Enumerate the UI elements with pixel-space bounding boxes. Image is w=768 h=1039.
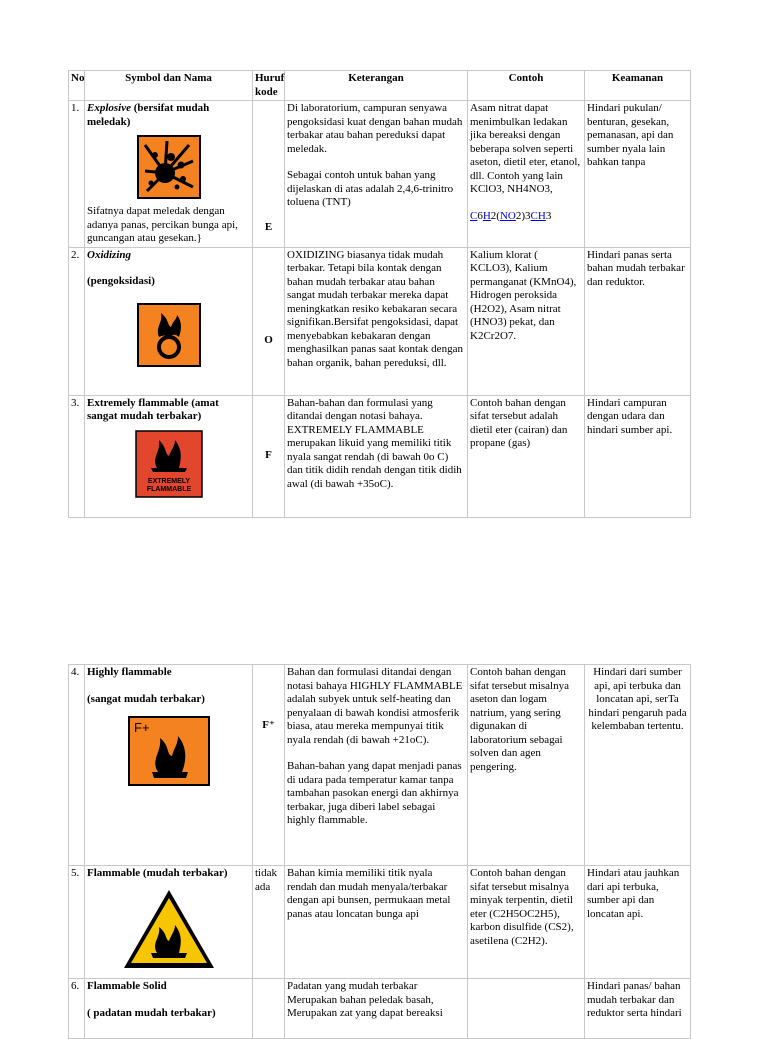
symbol-name-cell xyxy=(85,979,253,1039)
row-number: 2. xyxy=(69,247,85,395)
keamanan-cell: Hindari panas/ bahan mudah terbakar dan reduktor serta hindari xyxy=(585,979,691,1039)
table-header-row xyxy=(69,71,691,101)
keterangan-cell: OXIDIZING biasanya tidak mudah terbakar. Tetapi bila kontak dengan bahan mudah terbakar atau bahan sangat mudah terbakar mereka dapat meningkatkan resiko kebakaran secara signifikan.Bersifat pengoksidasi, dapat menyebabkan kebakaran dengan menghasilkan panas saat kontak dengan bahan organik, bahan pereduksi, dll. xyxy=(285,247,468,395)
symbol-name-cell xyxy=(85,665,253,866)
table-row xyxy=(69,979,691,1039)
hazard-name-sub: ( padatan mudah terbakar) xyxy=(87,1006,216,1019)
flammable-warning-icon xyxy=(121,887,217,971)
table-row xyxy=(69,395,691,517)
hazard-table-part-1 xyxy=(68,70,691,518)
symbol-name-cell xyxy=(85,395,253,517)
contoh-cell: Contoh bahan dengan sifat tersebut adalah dietil eter (cairan) dan propane (gas) xyxy=(468,395,585,517)
contoh-cell xyxy=(468,979,585,1039)
contoh-text: Asam nitrat dapat menimbulkan ledakan jika bereaksi dengan beberapa solven seperti aseton, dietil eter, etanol, dll. Contoh yang lain KClO3, NH4NO3, xyxy=(470,102,581,195)
hazard-code: tidak ada xyxy=(253,866,285,979)
symbol-name-cell xyxy=(85,247,253,395)
table-row xyxy=(69,247,691,395)
hazard-name-sub: (pengoksidasi) xyxy=(87,275,155,287)
keamanan-cell: Hindari panas serta bahan mudah terbakar dan reduktor. xyxy=(585,247,691,395)
keterangan-cell: Padatan yang mudah terbakar Merupakan bahan peledak basah, Merupakan zat yang dapat bereaksi xyxy=(285,979,468,1039)
row-number: 1. xyxy=(69,101,85,248)
symbol-label: FLAMMABLE xyxy=(146,485,191,493)
keterangan-cell xyxy=(285,665,468,866)
hazard-code xyxy=(253,979,285,1039)
symbol-label: EXTREMELY xyxy=(147,477,190,485)
explosive-icon xyxy=(137,135,201,199)
oxidizing-icon xyxy=(137,303,201,367)
hazard-code: F xyxy=(253,395,285,517)
hazard-name: Explosive xyxy=(87,102,131,114)
symbol-label: F+ xyxy=(133,720,150,735)
hazard-note: Sifatnya dapat meledak dengan adanya panas, percikan bunga api, guncangan atau gesekan.} xyxy=(87,205,238,244)
formula-link-h[interactable]: H xyxy=(482,209,491,222)
extremely-flammable-icon xyxy=(135,430,203,498)
hazard-code: O xyxy=(253,247,285,395)
header-no: No xyxy=(69,71,85,101)
hazard-name-sub: (bersifat mudah meledak) xyxy=(87,102,210,128)
keterangan-text: Di laboratorium, campuran senyawa pengoksidasi kuat dengan bahan mudah terbakar atau bahan pereduksi dapat meledak. xyxy=(287,102,463,155)
header-symbol-name: Symbol dan Nama xyxy=(85,71,253,101)
keterangan-cell xyxy=(285,101,468,248)
keterangan-cell: Bahan-bahan dan formulasi yang ditandai dengan notasi bahaya. EXTREMELY FLAMMABLE merupakan likuid yang memiliki titik nyala sangat rendah (di bawah 0o C) dan titik didih rendah dengan titik didih awal (di bawah +35oC). xyxy=(285,395,468,517)
chemical-formula xyxy=(470,210,582,224)
hazard-table-part-2 xyxy=(68,664,691,1039)
formula-part: 2)3 xyxy=(515,209,531,222)
header-huruf-kode: Huruf kode xyxy=(253,71,285,101)
hazard-code: E xyxy=(253,101,285,248)
header-keamanan: Keamanan xyxy=(585,71,691,101)
keamanan-cell: Hindari pukulan/ benturan, gesekan, pemanasan, api dan sumber nyala lain bahkan tanpa xyxy=(585,101,691,248)
hazard-name: Flammable Solid xyxy=(87,980,167,992)
hazard-name: Highly flammable xyxy=(87,666,172,678)
formula-link-c[interactable]: C xyxy=(470,209,478,222)
contoh-cell: Kalium klorat ( KCLO3), Kalium permanganat (KMnO4), Hidrogen peroksida (H2O2), Asam nitrat (HNO3) pekat, dan K2Cr2O7. xyxy=(468,247,585,395)
header-keterangan: Keterangan xyxy=(285,71,468,101)
contoh-cell xyxy=(468,101,585,248)
formula-part: 6 xyxy=(477,209,483,222)
table-row xyxy=(69,101,691,248)
header-contoh: Contoh xyxy=(468,71,585,101)
hazard-name: Extremely flammable (amat sangat mudah terbakar) xyxy=(87,396,219,422)
highly-flammable-icon xyxy=(128,716,210,786)
keterangan-text: Sebagai contoh untuk bahan yang dijelaskan di atas adalah 2,4,6-trinitro toluena (TNT) xyxy=(287,169,454,208)
row-number: 3. xyxy=(69,395,85,517)
keamanan-cell: Hindari campuran dengan udara dan hindari sumber api. xyxy=(585,395,691,517)
keamanan-cell: Hindari dari sumber api, api terbuka dan loncatan api, serTa hindari pengaruh pada kelembaban tertentu. xyxy=(585,665,691,866)
table-row xyxy=(69,665,691,866)
formula-part: 3 xyxy=(545,209,552,222)
table-row xyxy=(69,866,691,979)
hazard-name: Flammable (mudah terbakar) xyxy=(87,867,228,879)
row-number: 4. xyxy=(69,665,85,866)
row-number: 5. xyxy=(69,866,85,979)
hazard-name: Oxidizing xyxy=(87,248,132,261)
keamanan-cell: Hindari atau jauhkan dari api terbuka, sumber api dan loncatan api. xyxy=(585,866,691,979)
formula-link-no[interactable]: NO xyxy=(499,209,516,222)
row-number: 6. xyxy=(69,979,85,1039)
contoh-cell: Contoh bahan dengan sifat tersebut misalnya minyak terpentin, dietil eter (C2H5OC2H5), karbon disulfide (CS2), asetilena (C2H2). xyxy=(468,866,585,979)
formula-part: 2( xyxy=(490,209,500,222)
keterangan-text: Bahan dan formulasi ditandai dengan notasi bahaya HIGHLY FLAMMABLE adalah subyek untuk self-heating dan penyalaan di bawah kondisi atmosferik biasa, atau mereka mempunyai titik nyala rendah (di bawah +21oC). xyxy=(287,666,463,746)
formula-link-ch[interactable]: CH xyxy=(530,209,546,222)
symbol-name-cell xyxy=(85,866,253,979)
keterangan-text: Bahan-bahan yang dapat menjadi panas di udara pada temperatur kamar tanpa tambahan pasokan energi dan akhirnya terbakar, juga diberi label sebagai highly flammable. xyxy=(287,760,462,826)
symbol-name-cell xyxy=(85,101,253,248)
hazard-code: F⁺ xyxy=(253,665,285,866)
keterangan-cell: Bahan kimia memiliki titik nyala rendah dan mudah menyala/terbakar dengan api bunsen, permukaan metal panas atau loncatan bunga api xyxy=(285,866,468,979)
hazard-name-sub: (sangat mudah terbakar) xyxy=(87,692,205,705)
contoh-cell: Contoh bahan dengan sifat tersebut misalnya aseton dan logam natrium, yang sering digunakan di laboratorium sebagai solven dan agen pengering. xyxy=(468,665,585,866)
